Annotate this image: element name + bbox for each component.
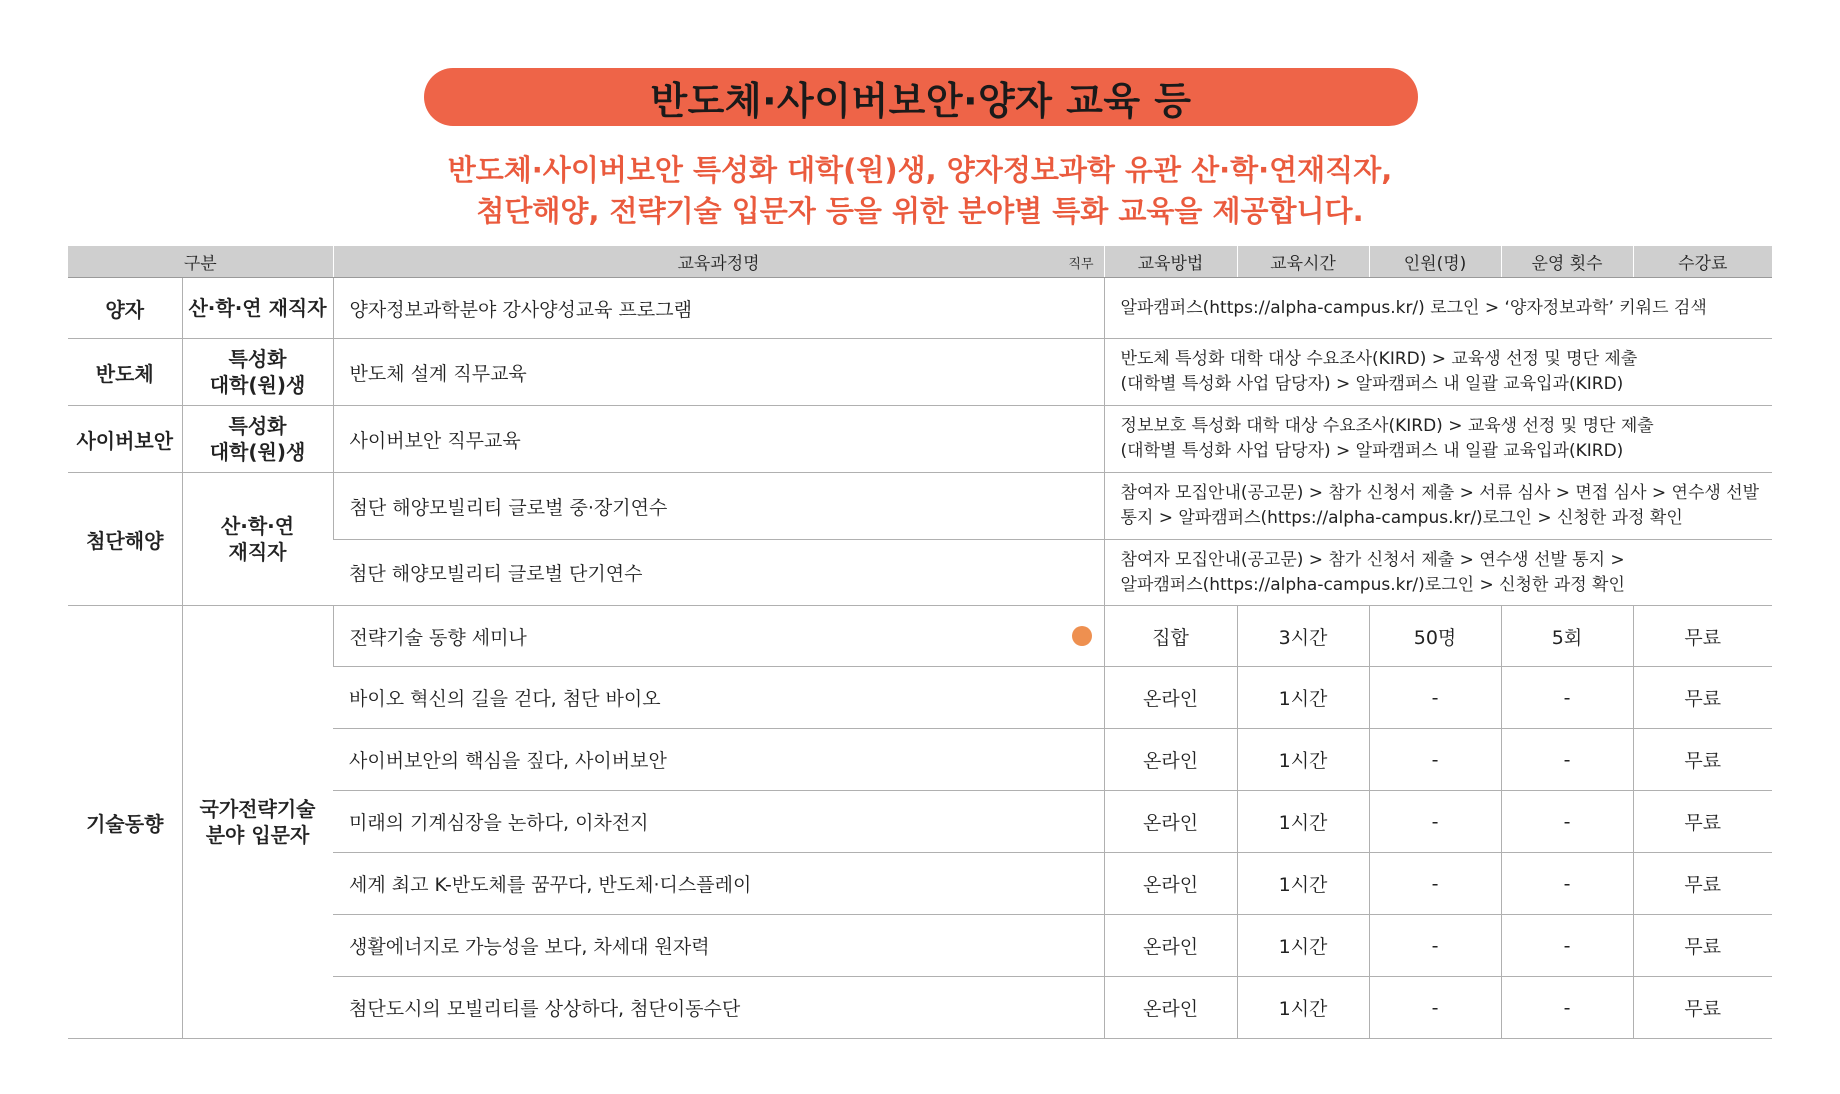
fee-cell: 무료 bbox=[1633, 606, 1772, 667]
method-cell: 온라인 bbox=[1104, 915, 1237, 977]
table-row bbox=[68, 339, 1772, 406]
course-cell: 첨단도시의 모빌리티를 상상하다, 첨단이동수단 bbox=[333, 977, 1104, 1039]
header-runs: 운영 횟수 bbox=[1501, 246, 1633, 278]
page-title: 반도체·사이버보안·양자 교육 등 bbox=[650, 78, 1192, 123]
target-cell bbox=[182, 339, 333, 406]
fee-cell: 무료 bbox=[1633, 853, 1772, 915]
target-line: 특성화 bbox=[228, 347, 287, 371]
fee-cell: 무료 bbox=[1633, 791, 1772, 853]
runs-cell: - bbox=[1501, 915, 1633, 977]
header-course bbox=[333, 246, 1104, 278]
fee-cell: 무료 bbox=[1633, 915, 1772, 977]
fee-cell: 무료 bbox=[1633, 729, 1772, 791]
people-cell: - bbox=[1369, 729, 1501, 791]
method-cell: 알파캠퍼스(https://alpha-campus.kr/) 로그인 > ‘양자정보과학’ 키워드 검색 bbox=[1104, 278, 1772, 339]
method-cell: 온라인 bbox=[1104, 977, 1237, 1039]
category-cell: 첨단해양 bbox=[68, 473, 182, 606]
hours-cell: 1시간 bbox=[1237, 977, 1369, 1039]
people-cell: - bbox=[1369, 667, 1501, 729]
course-cell: 첨단 해양모빌리티 글로벌 중·장기연수 bbox=[333, 473, 1104, 540]
header-duty: 직무 bbox=[1068, 257, 1094, 272]
table-row bbox=[68, 406, 1772, 473]
method-cell: 온라인 bbox=[1104, 729, 1237, 791]
hours-cell: 1시간 bbox=[1237, 791, 1369, 853]
hours-cell: 1시간 bbox=[1237, 729, 1369, 791]
target-line: 대학(원)생 bbox=[209, 373, 306, 397]
target-cell bbox=[182, 606, 333, 1039]
method-cell bbox=[1104, 406, 1772, 473]
people-cell: - bbox=[1369, 977, 1501, 1039]
category-cell: 양자 bbox=[68, 278, 182, 339]
target-line: 대학(원)생 bbox=[209, 440, 306, 464]
education-table bbox=[68, 246, 1772, 1039]
method-line: 참여자 모집안내(공고문) > 참가 신청서 제출 > 서류 심사 > 면접 심사 > 연수생 선발 bbox=[1120, 483, 1760, 503]
people-cell: - bbox=[1369, 853, 1501, 915]
table-row bbox=[68, 473, 1772, 540]
title-banner bbox=[424, 68, 1418, 126]
runs-cell: - bbox=[1501, 667, 1633, 729]
runs-cell: - bbox=[1501, 977, 1633, 1039]
course-cell: 사이버보안 직무교육 bbox=[333, 406, 1104, 473]
method-line: 통지 > 알파캠퍼스(https://alpha-campus.kr/)로그인 > 신청한 과정 확인 bbox=[1120, 508, 1683, 528]
method-line: 참여자 모집안내(공고문) > 참가 신청서 제출 > 연수생 선발 통지 > bbox=[1120, 549, 1625, 570]
runs-cell: - bbox=[1501, 853, 1633, 915]
runs-cell: 5회 bbox=[1501, 606, 1633, 667]
method-line: 정보보호 특성화 대학 대상 수요조사(KIRD) > 교육생 선정 및 명단 제출 bbox=[1120, 416, 1654, 436]
target-cell bbox=[182, 473, 333, 606]
course-cell: 미래의 기계심장을 논하다, 이차전지 bbox=[333, 791, 1104, 853]
method-cell: 온라인 bbox=[1104, 667, 1237, 729]
method-line: 반도체 특성화 대학 대상 수요조사(KIRD) > 교육생 선정 및 명단 제출 bbox=[1120, 349, 1638, 369]
method-line: 알파캠퍼스(https://alpha-campus.kr/)로그인 > 신청한 과정 확인 bbox=[1120, 574, 1625, 595]
target-line: 분야 입문자 bbox=[205, 823, 310, 847]
people-cell: - bbox=[1369, 791, 1501, 853]
header-hours: 교육시간 bbox=[1237, 246, 1369, 278]
course-cell: 반도체 설계 직무교육 bbox=[333, 339, 1104, 406]
method-cell bbox=[1104, 473, 1772, 540]
fee-cell: 무료 bbox=[1633, 667, 1772, 729]
method-cell: 온라인 bbox=[1104, 791, 1237, 853]
target-line: 국가전략기술 bbox=[199, 797, 316, 821]
course-cell: 생활에너지로 가능성을 보다, 차세대 원자력 bbox=[333, 915, 1104, 977]
target-line: 특성화 bbox=[228, 414, 287, 438]
course-cell bbox=[333, 606, 1104, 667]
course-label: 전략기술 동향 세미나 bbox=[349, 626, 527, 649]
method-line: (대학별 특성화 사업 담당자) > 알파캠퍼스 내 일괄 교육입과(KIRD) bbox=[1120, 374, 1624, 394]
fee-cell: 무료 bbox=[1633, 977, 1772, 1039]
header-people: 인원(명) bbox=[1369, 246, 1501, 278]
table-row bbox=[68, 606, 1772, 667]
method-line: (대학별 특성화 사업 담당자) > 알파캠퍼스 내 일괄 교육입과(KIRD) bbox=[1120, 441, 1624, 461]
people-cell: 50명 bbox=[1369, 606, 1501, 667]
runs-cell: - bbox=[1501, 729, 1633, 791]
hours-cell: 1시간 bbox=[1237, 853, 1369, 915]
category-cell: 사이버보안 bbox=[68, 406, 182, 473]
runs-cell: - bbox=[1501, 791, 1633, 853]
hours-cell: 1시간 bbox=[1237, 667, 1369, 729]
subtitle-line-1: 반도체·사이버보안 특성화 대학(원)생, 양자정보과학 유관 산·학·연재직자, bbox=[447, 153, 1393, 187]
header-method: 교육방법 bbox=[1104, 246, 1237, 278]
subtitle-line-2: 첨단해양, 전략기술 입문자 등을 위한 분야별 특화 교육을 제공합니다. bbox=[476, 194, 1364, 228]
hours-cell: 1시간 bbox=[1237, 915, 1369, 977]
method-cell: 온라인 bbox=[1104, 853, 1237, 915]
course-cell: 세계 최고 K-반도체를 꿈꾸다, 반도체·디스플레이 bbox=[333, 853, 1104, 915]
method-cell: 집합 bbox=[1104, 606, 1237, 667]
hours-cell: 3시간 bbox=[1237, 606, 1369, 667]
table-row bbox=[68, 278, 1772, 339]
course-cell: 양자정보과학분야 강사양성교육 프로그램 bbox=[333, 278, 1104, 339]
course-cell: 사이버보안의 핵심을 짚다, 사이버보안 bbox=[333, 729, 1104, 791]
course-cell: 첨단 해양모빌리티 글로벌 단기연수 bbox=[333, 540, 1104, 606]
target-cell: 산·학·연 재직자 bbox=[182, 278, 333, 339]
category-cell: 반도체 bbox=[68, 339, 182, 406]
header-course-label: 교육과정명 bbox=[677, 254, 760, 274]
target-line: 재직자 bbox=[228, 540, 287, 564]
duty-dot-icon bbox=[1072, 626, 1092, 646]
people-cell: - bbox=[1369, 915, 1501, 977]
target-line: 산·학·연 bbox=[220, 514, 295, 538]
category-cell: 기술동향 bbox=[68, 606, 182, 1039]
target-cell bbox=[182, 406, 333, 473]
header-category: 구분 bbox=[68, 246, 333, 278]
header-fee: 수강료 bbox=[1633, 246, 1772, 278]
table-header-row bbox=[68, 246, 1772, 278]
method-cell bbox=[1104, 339, 1772, 406]
method-cell bbox=[1104, 540, 1772, 606]
course-cell: 바이오 혁신의 길을 걷다, 첨단 바이오 bbox=[333, 667, 1104, 729]
